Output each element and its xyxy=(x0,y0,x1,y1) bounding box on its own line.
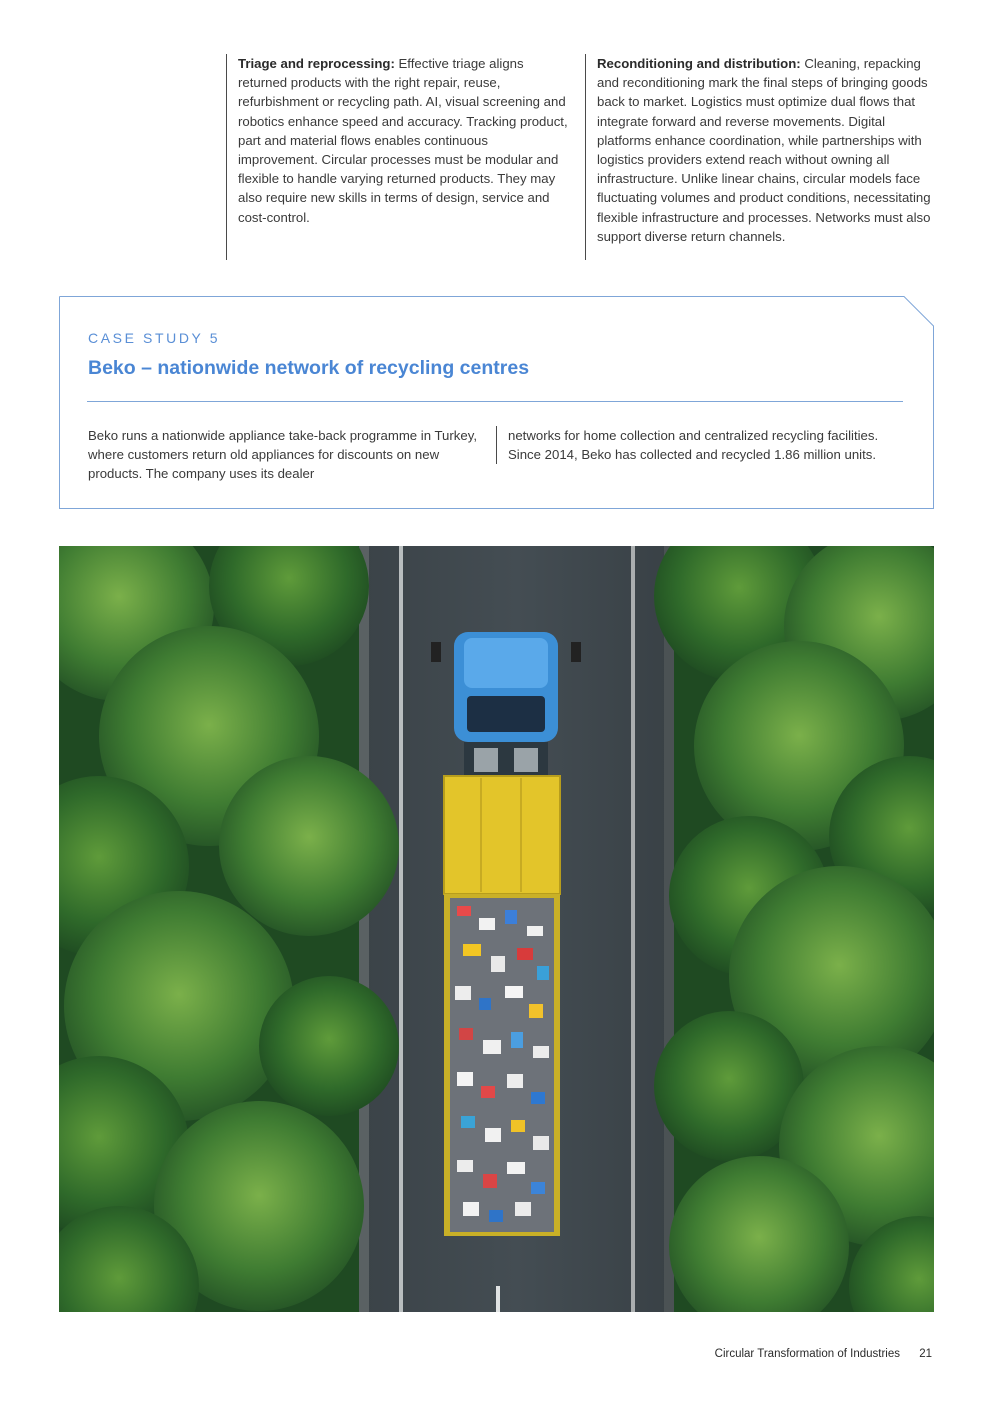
truck-illustration xyxy=(59,546,934,1312)
case-study-body-left: Beko runs a nationwide appliance take-back programme in Turkey, where customers return old appliances for discounts on new products. The company uses its dealer xyxy=(88,428,477,482)
page-number: 21 xyxy=(919,1348,932,1360)
text-column-left xyxy=(226,54,570,260)
column-body: Cleaning, repacking and reconditioning mark the final steps of bringing goods back to market. Logistics must optimize dual flows that integrate forward and reverse movements. Digital platforms enhance coordination, while partnerships with logistics providers extend reach without owning all infrastructure. Unlike linear chains, circular models face fluctuating volumes and product conditions, necessitating flexible infrastructure and processes. Networks must also support diverse return channels. xyxy=(597,56,931,244)
page-footer xyxy=(715,1348,932,1360)
case-study-eyebrow: CASE STUDY 5 xyxy=(88,330,221,346)
case-study-body-right: networks for home collection and centralized recycling facilities. Since 2014, Beko has collected and recycled 1.86 million units. xyxy=(496,426,888,464)
text-column-right xyxy=(585,54,937,260)
divider xyxy=(87,401,903,402)
column-heading: Triage and reprocessing: xyxy=(238,56,395,71)
column-body: Effective triage aligns returned products with the right repair, reuse, refurbishment or recycling path. AI, visual screening and robotics enhance speed and accuracy. Tracking product, part and material flows enables continuous improvement. Circular processes must be modular and flexible to handle varying returned products. They may also require new skills in terms of design, service and cost-control. xyxy=(238,56,568,225)
case-study-title: Beko – nationwide network of recycling centres xyxy=(88,357,530,379)
case-study-box xyxy=(59,296,934,509)
footer-title: Circular Transformation of Industries xyxy=(714,1348,900,1360)
aerial-truck-photo xyxy=(59,546,934,1312)
column-heading: Reconditioning and distribution: xyxy=(597,56,801,71)
